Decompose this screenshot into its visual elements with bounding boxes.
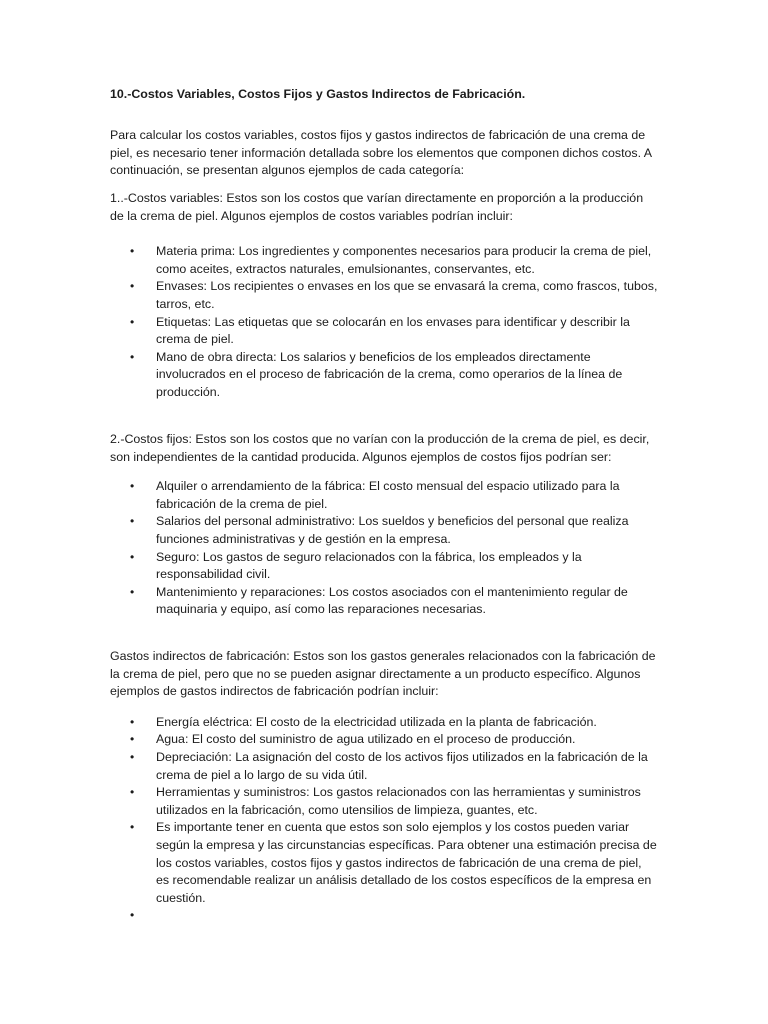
list-item-text: Alquiler o arrendamiento de la fábrica: El costo mensual del espacio utilizado para la fabricación de la crema de piel. [156,479,620,511]
bullet-icon: • [130,549,135,564]
bullet-list [110,714,658,925]
bullet-icon: • [130,279,135,294]
list-item [110,819,658,907]
list-item-text: Envases: Los recipientes o envases en los que se envasará la crema, como frascos, tubos, tarros, etc. [156,279,658,311]
section-fixed-costs [110,431,658,619]
section-heading: 2.-Costos fijos: Estos son los costos que no varían con la producción de la crema de piel, es decir, son independientes de la cantidad producida. Algunos ejemplos de costos fijos podrían ser: [110,432,650,464]
bullet-icon: • [130,349,135,364]
bullet-icon: • [130,732,135,747]
list-item-text: Salarios del personal administrativo: Los sueldos y beneficios del personal que realiza funciones administrativas y de gestión en la empresa. [156,514,629,546]
list-item-text: Materia prima: Los ingredientes y componentes necesarios para producir la crema de piel, como aceites, extractos naturales, emulsionantes, conservantes, etc. [156,244,652,276]
list-item-text: Agua: El costo del suministro de agua utilizado en el proceso de producción. [156,732,576,747]
bullet-icon: • [130,749,135,764]
list-item-text: Mantenimiento y reparaciones: Los costos asociados con el mantenimiento regular de maquinaria y equipo, así como las reparaciones necesarias. [156,584,628,617]
bullet-icon: • [130,314,135,329]
bullet-icon: • [130,908,135,923]
list-item [110,478,658,513]
list-item-text: Energía eléctrica: El costo de la electricidad utilizada en la planta de fabricación. [156,714,597,729]
bullet-list [110,243,658,401]
intro-paragraph: Para calcular los costos variables, costos fijos y gastos indirectos de fabricación de una crema de piel, es necesario tener información detallada sobre los elementos que componen dichos costos. A continuación, se presentan algunos ejemplos de cada categoría: [110,128,652,178]
list-item-text: Depreciación: La asignación del costo de los activos fijos utilizados en la fabricación de la crema de piel a lo largo de su vida útil. [156,749,648,782]
bullet-icon: • [130,514,135,529]
list-item [110,549,658,584]
list-item [110,243,658,278]
bullet-list [110,478,658,619]
list-item-text: Mano de obra directa: Los salarios y beneficios de los empleados directamente involucrados en el proceso de fabricación de la crema, como operarios de la línea de producción. [156,349,623,399]
document-title: 10.-Costos Variables, Costos Fijos y Gastos Indirectos de Fabricación. [110,87,526,101]
list-item [110,584,658,619]
bullet-icon: • [130,479,135,494]
list-item-text: Seguro: Los gastos de seguro relacionados con la fábrica, los empleados y la responsabilidad civil. [156,549,582,582]
bullet-icon: • [130,584,135,599]
section-heading: 1..-Costos variables: Estos son los costos que varían directamente en proporción a la producción de la crema de piel. Algunos ejemplos de costos variables podrían incluir: [110,191,644,223]
list-item [110,731,658,749]
list-item [110,513,658,548]
bullet-icon: • [130,244,135,259]
bullet-icon: • [130,785,135,800]
list-item-text: Es importante tener en cuenta que estos son solo ejemplos y los costos pueden variar según la empresa y las circunstancias específicas. Para obtener una estimación precisa de los costos variables, costos fijos y gastos indirectos de fabricación de una crema de piel, es recomendable realizar un análisis detallado de los costos específicos de la empresa en cuestión. [156,820,657,905]
list-item [110,749,658,784]
list-item [110,314,658,349]
list-item [110,784,658,819]
list-item-text: Etiquetas: Las etiquetas que se colocarán en los envases para identificar y describir la crema de piel. [156,314,630,347]
list-item [110,349,658,402]
list-item [110,278,658,313]
bullet-icon: • [130,714,135,729]
list-item-empty [110,907,658,924]
section-heading: Gastos indirectos de fabricación: Estos son los gastos generales relacionados con la fabricación de la crema de piel, pero que no se pueden asignar directamente a un producto específico. Algunos ejemplos de gastos indirectos de fabricación podrían incluir: [110,649,656,699]
section-overhead-costs [110,648,658,924]
list-item [110,714,658,732]
list-item-text: Herramientas y suministros: Los gastos relacionados con las herramientas y suministros utilizados en la fabricación, como utensilios de limpieza, guantes, etc. [156,785,641,817]
section-variable-costs [110,190,658,402]
bullet-icon: • [130,820,135,835]
